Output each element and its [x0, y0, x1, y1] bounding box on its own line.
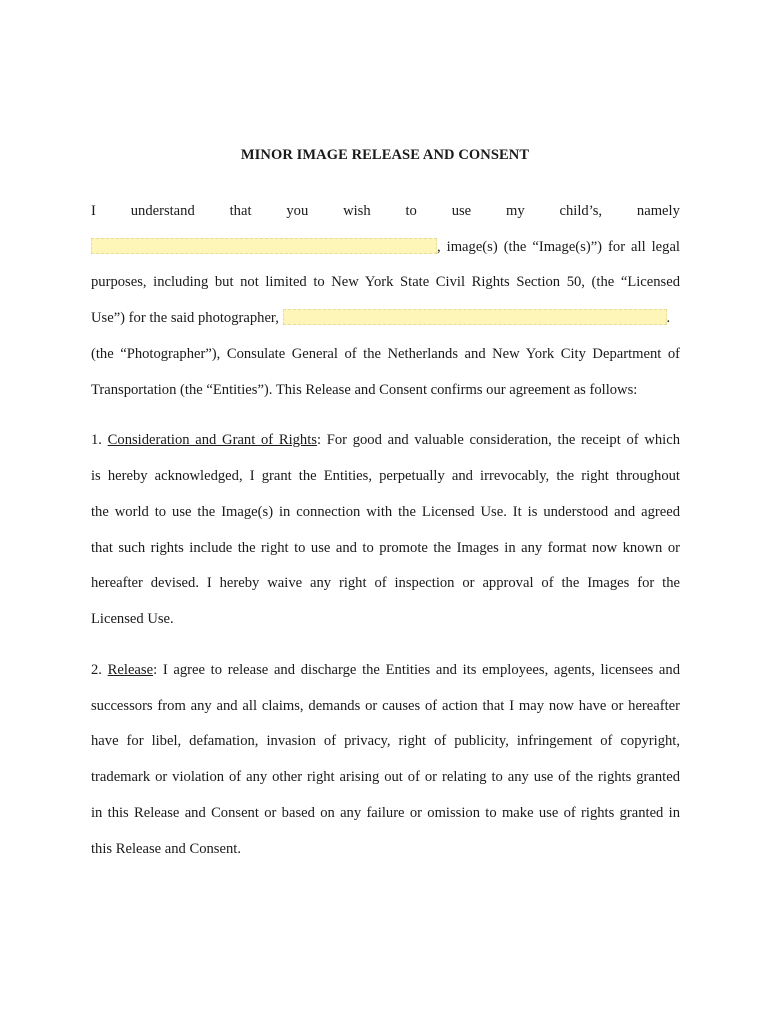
word: understand	[130, 203, 195, 219]
section-1-line-6: Licensed Use.	[91, 611, 174, 627]
photographer-name-field[interactable]	[283, 309, 667, 325]
document-title: MINOR IMAGE RELEASE AND CONSENT	[240, 147, 530, 163]
section-heading: Release	[107, 662, 154, 678]
section-1-line-1	[91, 431, 680, 449]
word: you	[286, 203, 309, 219]
section-1-line-4: that such rights include the right to use and to promote the Images in any format now known or	[91, 540, 680, 556]
intro-line-1	[91, 202, 680, 220]
section-2-line-3: have for libel, defamation, invasion of privacy, right of publicity, infringement of copyright,	[91, 733, 680, 749]
word: namely	[636, 203, 680, 219]
section-1-line-2: is hereby acknowledged, I grant the Entities, perpetually and irrevocably, the right throughout	[91, 468, 680, 484]
intro-line-5: (the “Photographer”), Consulate General of the Netherlands and New York City Department of	[91, 346, 680, 362]
word: I	[91, 203, 96, 219]
section-2-line-6: this Release and Consent.	[91, 841, 241, 857]
section-number: 1.	[91, 432, 102, 448]
section-2-line-2: successors from any and all claims, demands or causes of action that I may now have or hereafter	[91, 698, 680, 714]
child-name-field[interactable]	[91, 238, 437, 254]
section-1-line-5: hereafter devised. I hereby waive any right of inspection or approval of the Images for the	[91, 575, 680, 591]
intro-line-2	[91, 238, 680, 256]
word: my	[506, 203, 525, 219]
intro-line-3: purposes, including but not limited to New York State Civil Rights Section 50, (the “Licensed	[91, 274, 680, 290]
intro-text: Use”) for the said photographer,	[91, 310, 279, 326]
word: child’s,	[559, 203, 603, 219]
section-text: : For good and valuable consideration, the receipt of which	[316, 432, 680, 448]
section-heading: Consideration and Grant of Rights	[107, 432, 317, 448]
section-2-line-5: in this Release and Consent or based on any failure or omission to make use of rights granted in	[91, 805, 680, 821]
section-number: 2.	[91, 662, 102, 678]
intro-line-6: Transportation (the “Entities”). This Release and Consent confirms our agreement as follows:	[91, 382, 638, 398]
section-1-line-3: the world to use the Image(s) in connection with the Licensed Use. It is understood and agreed	[91, 504, 680, 520]
intro-text: , image(s) (the “Image(s)”) for all legal	[437, 239, 680, 255]
word: to	[405, 203, 417, 219]
section-2-line-1	[91, 661, 680, 679]
intro-line-4	[91, 309, 680, 327]
word: that	[229, 203, 252, 219]
word: use	[451, 203, 472, 219]
section-2-line-4: trademark or violation of any other right arising out of or relating to any use of the rights granted	[91, 769, 680, 785]
section-text: : I agree to release and discharge the Entities and its employees, agents, licensees and	[153, 662, 681, 678]
intro-text: .	[666, 310, 671, 326]
word: wish	[343, 203, 371, 219]
